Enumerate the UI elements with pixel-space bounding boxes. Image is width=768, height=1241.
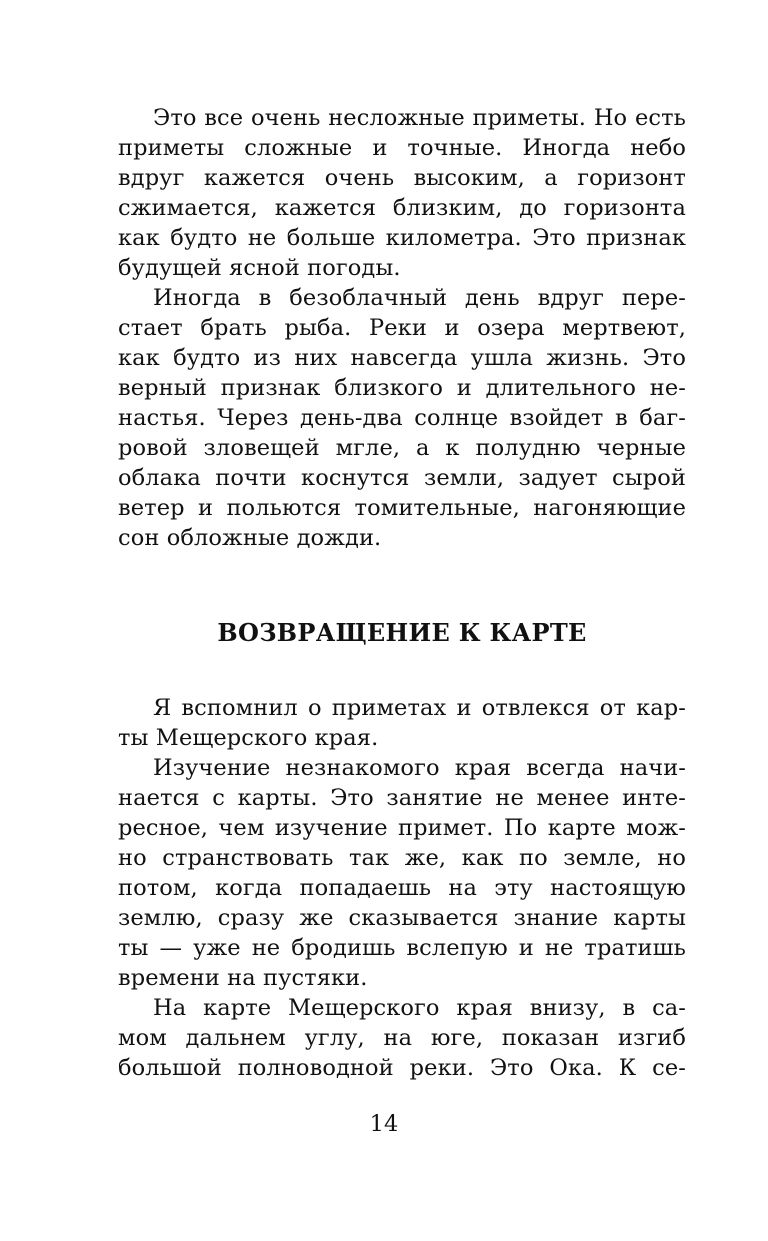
text-line: верный признак близкого и длительного не- — [118, 375, 686, 401]
text-line: Я вспомнил о приметах и отвлекся от кар- — [153, 695, 686, 721]
text-block-bottom — [118, 693, 686, 1083]
text-line: ты — уже не бродишь вслепую и не тратишь — [118, 935, 686, 961]
section-heading: ВОЗВРАЩЕНИЕ К КАРТЕ — [217, 618, 587, 647]
text-line: ты Мещерского края. — [118, 725, 379, 751]
text-line: ветер и польются томительные, нагоняющие — [118, 495, 686, 521]
text-line: Иногда в безоблачный день вдруг пере- — [153, 285, 686, 311]
text-line: стает брать рыба. Реки и озера мертвеют, — [118, 315, 686, 341]
text-line: Изучение незнакомого края всегда начи- — [153, 755, 686, 781]
text-line: Это все очень несложные приметы. Но есть — [153, 105, 686, 131]
paragraph — [118, 103, 686, 283]
paragraph — [118, 753, 686, 993]
text-line: как будто не больше километра. Это признак — [118, 225, 686, 251]
text-line: как будто из них навсегда ушла жизнь. Это — [118, 345, 686, 371]
text-line: настья. Через день-два солнце взойдет в баг- — [118, 405, 686, 431]
text-line: мом дальнем углу, на юге, показан изгиб — [118, 1025, 686, 1051]
text-line: будущей ясной погоды. — [118, 255, 401, 281]
text-line: вдруг кажется очень высоким, а горизонт — [118, 165, 686, 191]
text-line: ресное, чем изучение примет. По карте мож- — [118, 815, 686, 841]
text-line: ровой зловещей мгле, а к полудню черные — [118, 435, 686, 461]
text-line: облака почти коснутся земли, задует сырой — [118, 465, 686, 491]
paragraph — [118, 993, 686, 1083]
text-line: На карте Мещерского края внизу, в са- — [153, 995, 686, 1021]
paragraph — [118, 693, 686, 753]
text-line: потом, когда попадаешь на эту настоящую — [118, 875, 686, 901]
text-line: большой полноводной реки. Это Ока. К се- — [118, 1055, 686, 1081]
text-line: времени на пустяки. — [118, 965, 368, 991]
text-line: но странствовать так же, как по земле, но — [118, 845, 686, 871]
text-line: нается с карты. Это занятие не менее инте- — [118, 785, 686, 811]
text-line: землю, сразу же сказывается знание карты — [118, 905, 686, 931]
text-line: сжимается, кажется близким, до горизонта — [118, 195, 686, 221]
text-block-top — [118, 103, 686, 553]
paragraph — [118, 283, 686, 553]
page-number: 14 — [369, 1111, 399, 1137]
text-line: сон обложные дожди. — [118, 525, 382, 551]
text-line: приметы сложные и точные. Иногда небо — [118, 135, 686, 161]
